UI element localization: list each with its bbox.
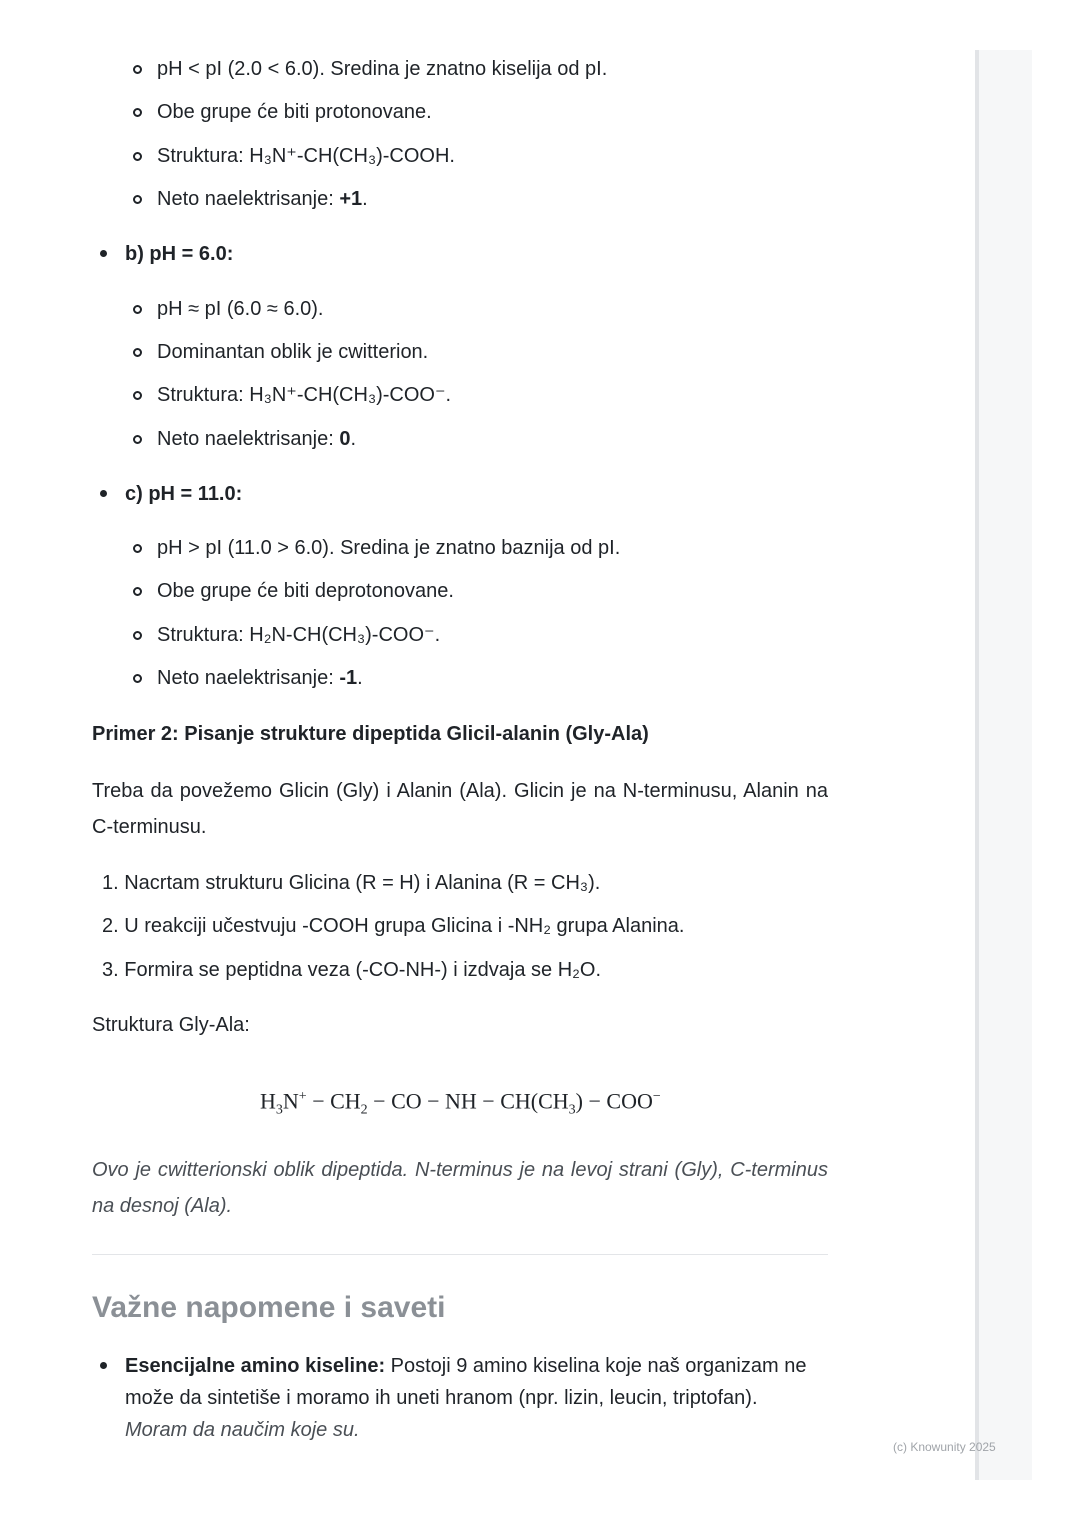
list-item: Struktura: H₃N⁺-CH(CH₃)-COO⁻.: [157, 384, 452, 406]
note-paragraph: Ovo je cwitterionski oblik dipeptida. N-terminus je na levoj strani (Gly), C-terminus na desnoj (Ala).: [92, 1159, 828, 1217]
list-item: Neto naelektrisanje: -1.: [157, 667, 363, 689]
divider: [92, 1254, 828, 1255]
list-item: Obe grupe će biti deprotonovane.: [157, 580, 454, 602]
list-item: Dominantan oblik je cwitterion.: [157, 341, 429, 363]
dipeptide-formula: $H_3N^+ - CH_2$ − CO − NH − $CH(CH_3) - COO^-$: [260, 1088, 661, 1118]
step-item: 3. Formira se peptidna veza (-CO-NH-) i izdvaja se H₂O.: [102, 959, 602, 981]
step-item: 2. U reakciji učestvuju -COOH grupa Glicina i -NH₂ grupa Alanina.: [102, 915, 685, 937]
watermark: (c) Knowunity 2025: [893, 1440, 996, 1454]
section-heading: Važne napomene i saveti: [92, 1291, 446, 1324]
list-item: Neto naelektrisanje: +1.: [157, 188, 368, 210]
list-item: pH ≈ pI (6.0 ≈ 6.0).: [157, 298, 324, 320]
list-item: pH > pI (11.0 > 6.0). Sredina je znatno baznija od pI.: [157, 537, 621, 559]
step-item: 1. Nacrtam strukturu Glicina (R = H) i Alanina (R = CH₃).: [102, 872, 601, 894]
list-item: Neto naelektrisanje: 0.: [157, 428, 357, 450]
structure-label: Struktura Gly-Ala:: [92, 1014, 250, 1036]
case-heading-c: c) pH = 11.0:: [125, 483, 243, 505]
paragraph: Treba da povežemo Glicin (Gly) i Alanin (Ala). Glicin je na N-terminusu, Alanin na C-terminusu.: [92, 780, 828, 838]
list-item: Struktura: H₂N-CH(CH₃)-COO⁻.: [157, 624, 441, 646]
list-item: pH < pI (2.0 < 6.0). Sredina je znatno kiselija od pI.: [157, 58, 608, 80]
list-item: Struktura: H₃N⁺-CH(CH₃)-COOH.: [157, 145, 455, 167]
case-heading-b: b) pH = 6.0:: [125, 243, 234, 265]
example-heading: Primer 2: Pisanje strukture dipeptida Glicil-alanin (Gly-Ala): [92, 723, 649, 745]
list-item: Esencijalne amino kiseline: Postoji 9 amino kiselina koje naš organizam ne može da sintetiše i moramo ih uneti hranom (npr. lizin, leucin, triptofan). Moram da naučim koje su.: [125, 1350, 828, 1446]
right-sidebar: [975, 50, 1032, 1480]
list-item: Obe grupe će biti protonovane.: [157, 101, 432, 123]
